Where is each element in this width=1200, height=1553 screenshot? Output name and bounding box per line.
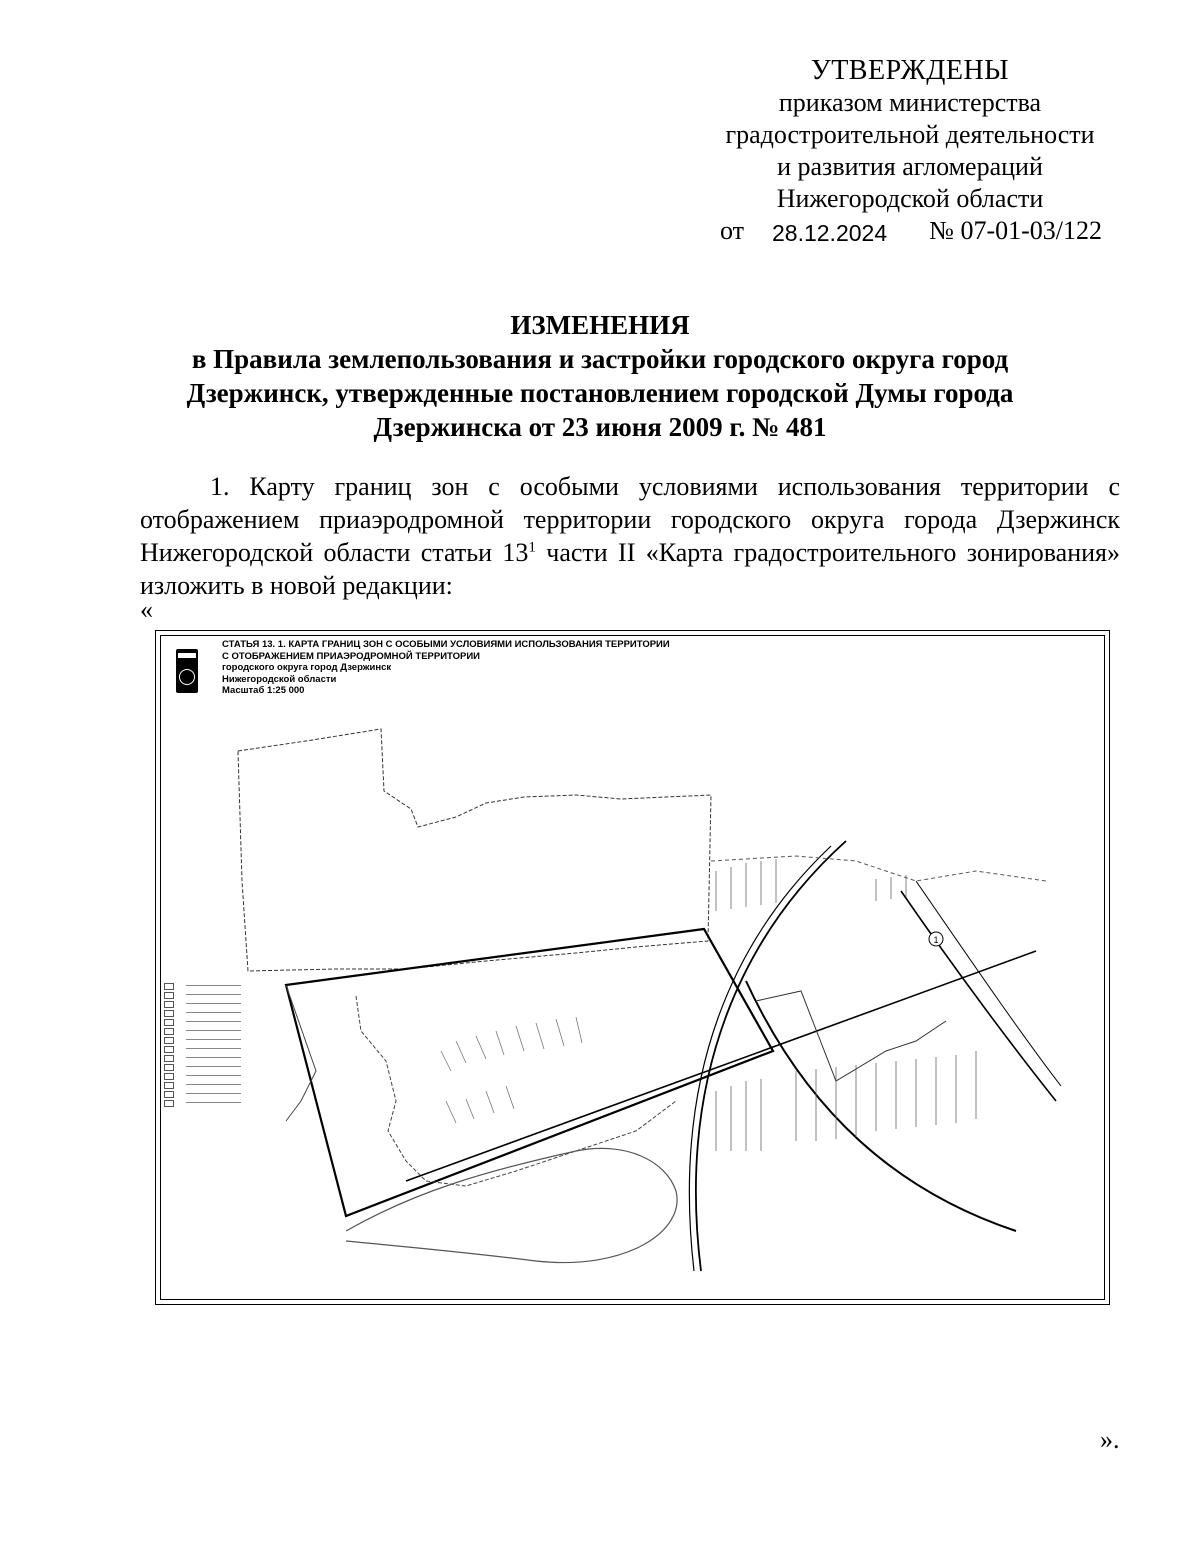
legend-row xyxy=(164,1026,254,1035)
legend-row xyxy=(164,981,254,990)
approval-line: градостроительной деятельности xyxy=(725,120,1095,149)
legend-row xyxy=(164,1071,254,1080)
zone-arc-right xyxy=(901,891,1056,1101)
zone-arc-outer xyxy=(696,841,846,1271)
legend-row xyxy=(164,1017,254,1026)
river xyxy=(346,1148,677,1262)
map-heading-line: городского округа город Дзержинск xyxy=(222,662,392,673)
paragraph-text-part: 1. Карту границ зон с особыми условиями использования территории с отображением приаэродромной территории городского округа города Дзержинск Нижегородской области статьи 13 xyxy=(140,472,1120,567)
map-heading-line: СТАТЬЯ 13. 1. КАРТА ГРАНИЦ ЗОН С ОСОБЫМИ УСЛОВИЯМИ ИСПОЛЬЗОВАНИЯ ТЕРРИТОРИИ xyxy=(222,639,670,650)
approval-line: и развития агломераций xyxy=(777,152,1043,181)
document-subtitle: в Правила землепользования и застройки городского округа город Дзержинск, утвержденные постановлением городской Думы города Дзержинска от 23 июня 2009 г. № 481 xyxy=(186,344,1014,442)
approval-dateline xyxy=(700,215,1120,247)
approval-heading: УТВЕРЖДЕНЫ xyxy=(810,55,1010,86)
legend-row xyxy=(164,999,254,1008)
urban-area-east xyxy=(716,859,976,1151)
approval-line: приказом министерства xyxy=(778,88,1042,117)
document-title: ИЗМЕНЕНИЯ xyxy=(510,310,690,340)
legend-row xyxy=(164,1062,254,1071)
approval-line: Нижегородской области xyxy=(776,184,1044,213)
zone-marker-label: 1 xyxy=(933,935,939,945)
map-heading xyxy=(222,639,822,697)
zone-arc-east xyxy=(746,981,1016,1231)
map-legend xyxy=(164,981,254,1107)
legend-row xyxy=(164,1053,254,1062)
zone-arc-right-2 xyxy=(916,881,1061,1086)
amendment-paragraph xyxy=(140,470,1120,602)
legend-row xyxy=(164,1008,254,1017)
order-number: № 07-01-03/122 xyxy=(929,216,1102,245)
zone-arc-inner xyxy=(689,846,831,1271)
urban-area-west xyxy=(441,1017,582,1123)
open-quote: « xyxy=(140,595,153,624)
settlement-boundary xyxy=(356,996,676,1186)
legend-row xyxy=(164,1080,254,1089)
from-label: от xyxy=(720,216,745,245)
zoning-map xyxy=(155,630,1110,1305)
order-date: 28.12.2024 xyxy=(772,220,888,246)
map-heading-line: Нижегородской области xyxy=(222,673,337,685)
legend-row xyxy=(164,990,254,999)
article-superscript: 1 xyxy=(528,539,536,556)
aerodrome-territory xyxy=(286,929,773,1216)
city-emblem-icon xyxy=(176,649,198,693)
approval-block xyxy=(700,55,1120,247)
industrial-zone xyxy=(756,991,946,1081)
map-heading-line: Масштаб 1:25 000 xyxy=(222,685,305,696)
runway-axis xyxy=(406,951,1036,1181)
map-heading-line: С ОТОБРАЖЕНИЕМ ПРИАЭРОДРОМНОЙ ТЕРРИТОРИИ xyxy=(222,650,480,662)
legend-row xyxy=(164,1044,254,1053)
paragraph-text-part: части II «Карта градостроительного зонирования» изложить в новой редакции: xyxy=(140,538,1120,600)
paragraph-text xyxy=(140,470,1120,602)
close-quote: ». xyxy=(1100,1425,1120,1454)
map-drawing xyxy=(156,631,1111,1306)
legend-row xyxy=(164,1035,254,1044)
legend-row xyxy=(164,1089,254,1098)
legend-row xyxy=(164,1098,254,1107)
territory-boundary-north xyxy=(238,729,711,971)
